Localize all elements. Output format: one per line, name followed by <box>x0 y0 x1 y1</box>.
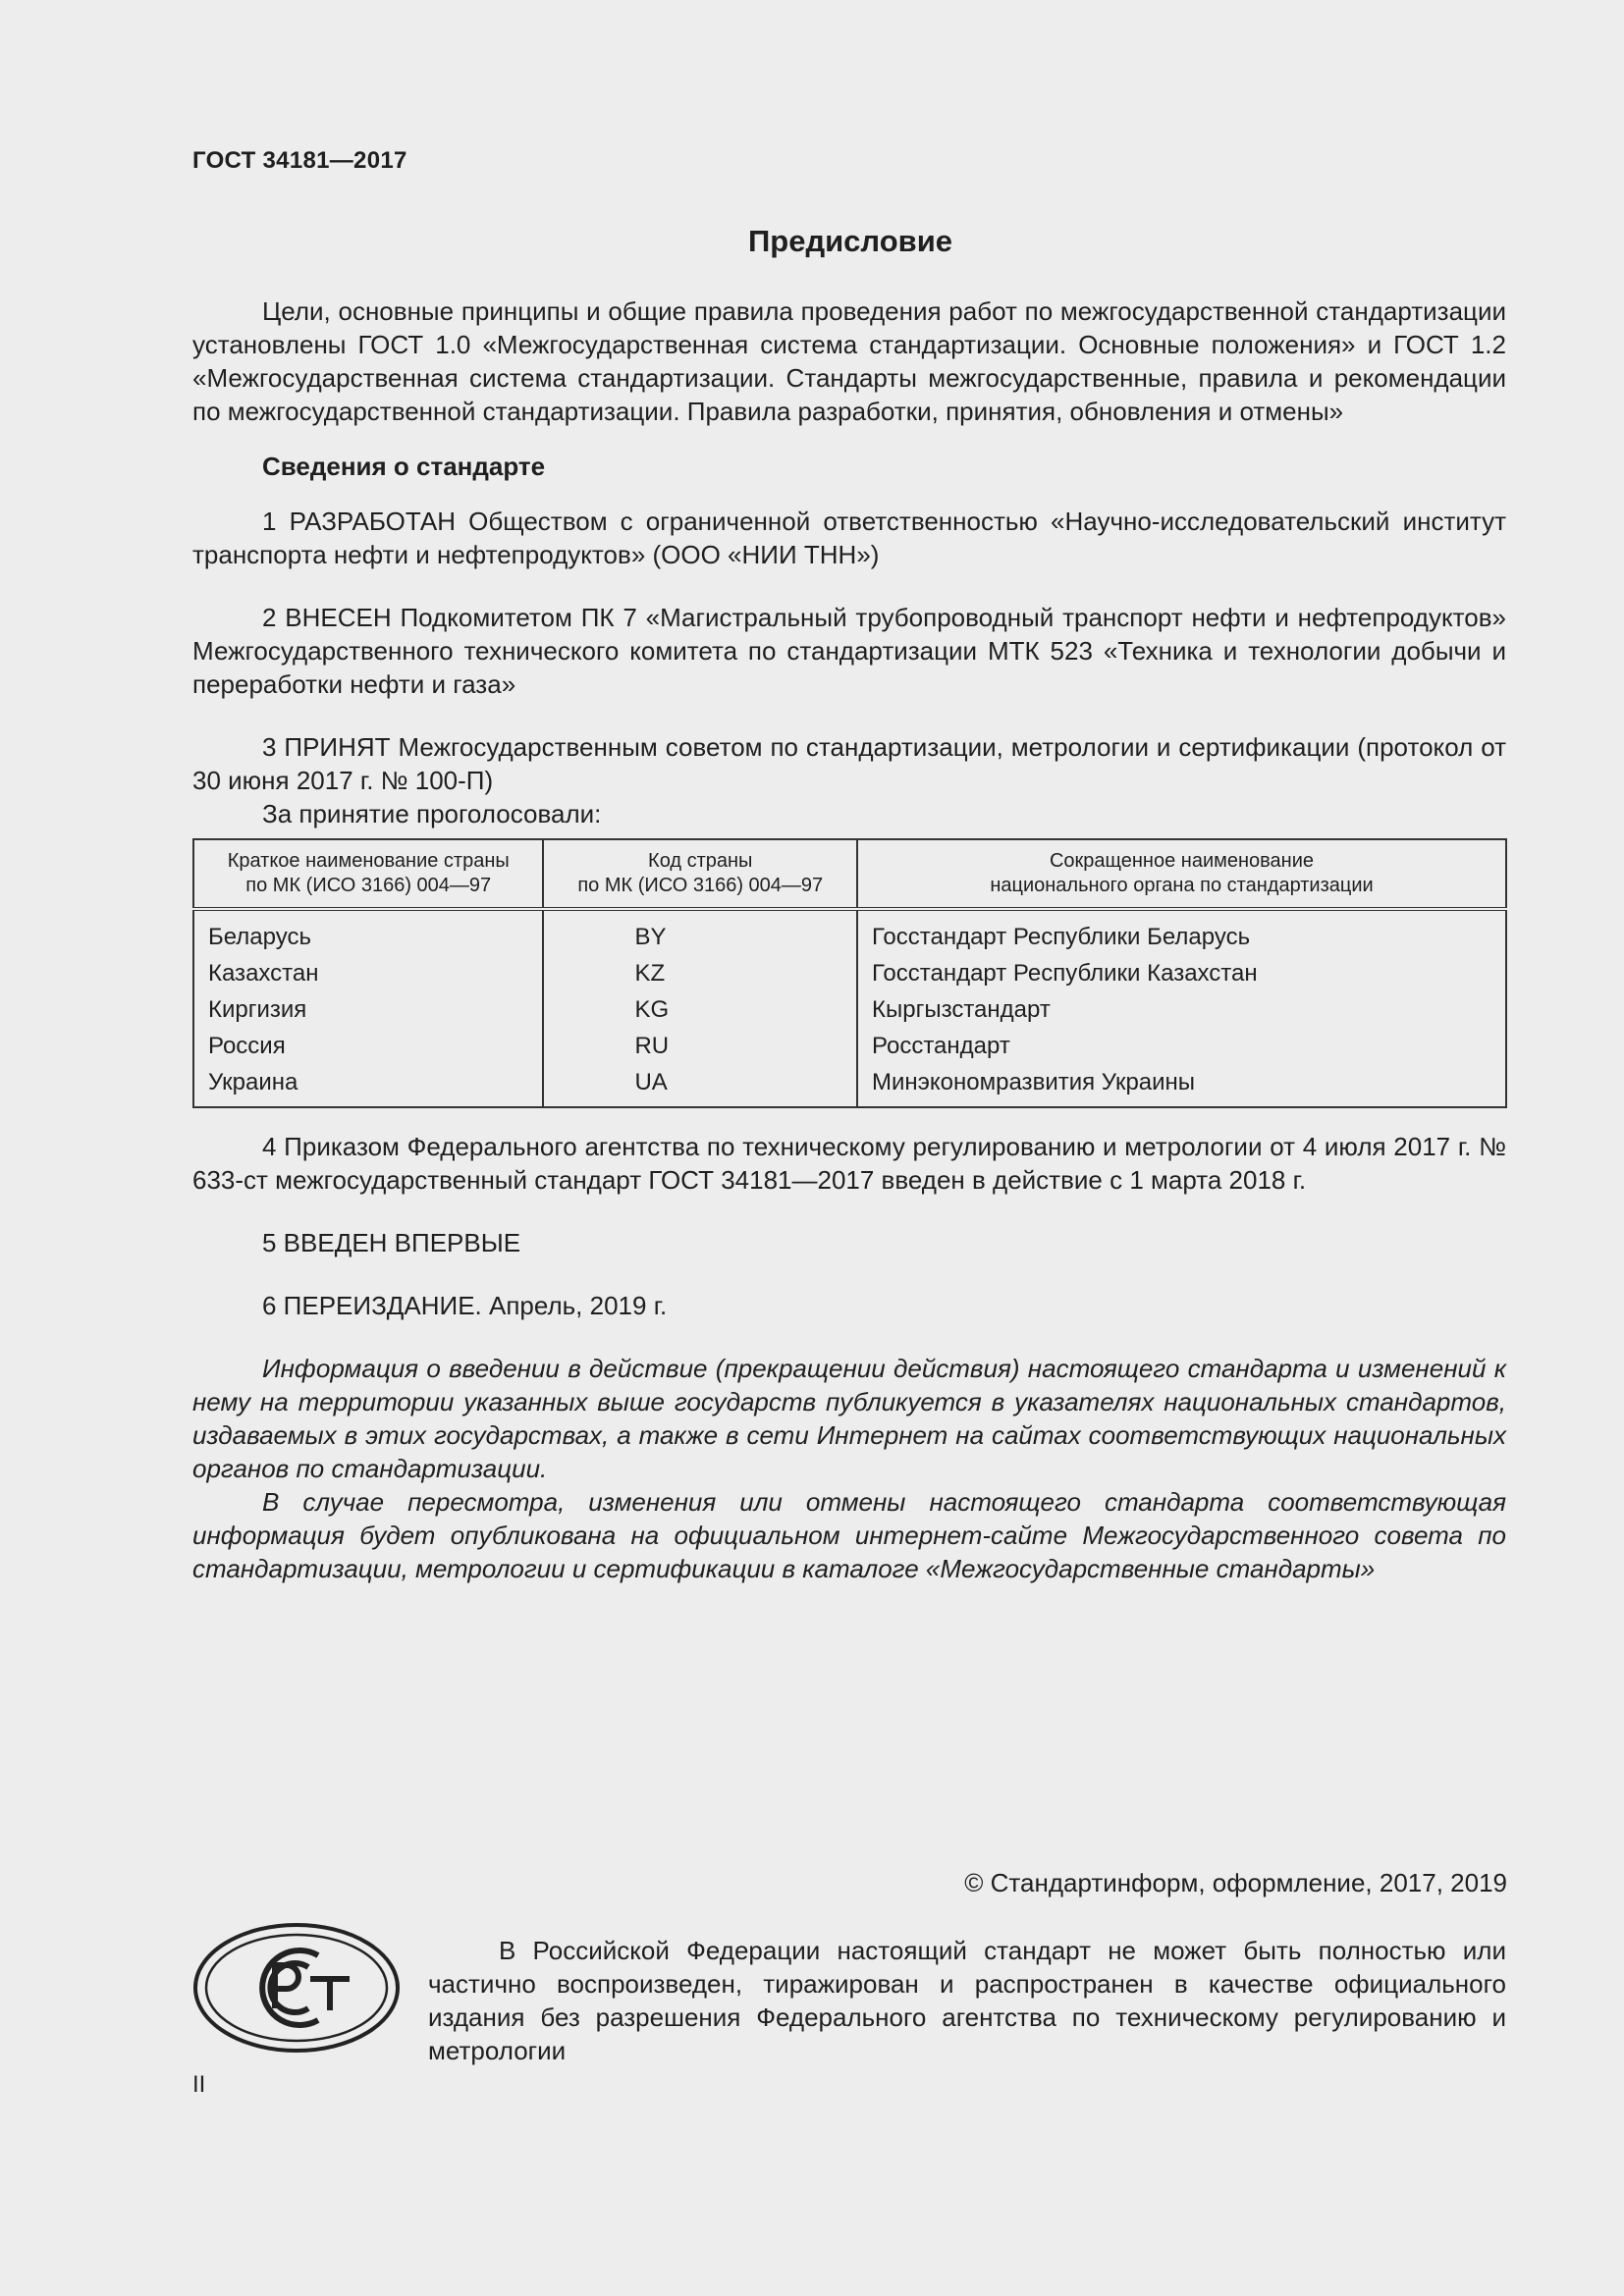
document-code: ГОСТ 34181—2017 <box>192 147 407 174</box>
country-name: Украина <box>193 1064 543 1107</box>
item-submitted: 2 ВНЕСЕН Подкомитетом ПК 7 «Магистральный трубопроводный транспорт нефти и нефтепродуктов» Межгосударственного технического комитета по стандартизации МТК 523 «Техника и технологии добычи и переработки нефти и газа» <box>192 603 1506 699</box>
intro-paragraph: Цели, основные принципы и общие правила проведения работ по межгосударственной стандартизации установлены ГОСТ 1.0 «Межгосударственная система стандартизации. Основные положения» и ГОСТ 1.2 «Межгосударственная система стандартизации. Стандарты межгосударственные, правила и рекомендации по межгосударственной стандартизации. Правила разработки, принятия, обновления и отмены» <box>192 296 1506 426</box>
item-first-introduced: 5 ВВЕДЕН ВПЕРВЫЕ <box>262 1228 521 1257</box>
notice-paragraph: Информация о введении в действие (прекращении действия) настоящего стандарта и изменений к нему на территории указанных выше государств публикуется в указателях национальных стандартов, издаваемых в этих государствах, а также в сети Интернет на сайтах соответствующих национальных органов по стандартизации. <box>192 1354 1506 1483</box>
voting-table <box>192 838 1507 1108</box>
table-row <box>193 991 1506 1028</box>
page-number: II <box>192 2071 206 2098</box>
national-body: Госстандарт Республики Казахстан <box>857 955 1506 991</box>
header-national-body: Сокращенное наименование национального органа по стандартизации <box>857 839 1506 909</box>
header-country-code: Код страны по МК (ИСО 3166) 004—97 <box>543 839 857 909</box>
table-row <box>193 909 1506 955</box>
reproduction-notice: В Российской Федерации настоящий стандарт не может быть полностью или частично воспроизведен, тиражирован и распространен в качестве официального издания без разрешения Федерального агентства по техническому регулированию и метрологии <box>428 1936 1506 2065</box>
country-name: Россия <box>193 1028 543 1064</box>
item-adopted: 3 ПРИНЯТ Межгосударственным советом по стандартизации, метрологии и сертификации (протокол от 30 июня 2017 г. № 100-П) <box>192 732 1506 795</box>
country-code: UA <box>543 1064 857 1107</box>
page-title: Предисловие <box>747 224 952 258</box>
table-header-row <box>193 839 1506 909</box>
country-name: Киргизия <box>193 991 543 1028</box>
item-developed: 1 РАЗРАБОТАН Обществом с ограниченной ответственностью «Научно-исследовательский институт транспорта нефти и нефтепродуктов» (ООО «НИИ ТНН») <box>192 507 1506 569</box>
national-body: Госстандарт Республики Беларусь <box>857 909 1506 955</box>
country-name: Казахстан <box>193 955 543 991</box>
preface-body <box>192 294 1506 1585</box>
national-body: Росстандарт <box>857 1028 1506 1064</box>
copyright-line: © Стандартинформ, оформление, 2017, 2019 <box>964 1868 1507 1897</box>
notice-paragraph: В случае пересмотра, изменения или отмены настоящего стандарта соответствующая информация будет опубликована на официальном интернет-сайте Межгосударственного совета по стандартизации, метрологии и сертификации в каталоге «Межгосударственные стандарты» <box>192 1487 1506 1583</box>
country-name: Беларусь <box>193 909 543 955</box>
country-code: KG <box>543 991 857 1028</box>
country-code: KZ <box>543 955 857 991</box>
voted-label: За принятие проголосовали: <box>262 799 602 828</box>
national-body: Кыргызстандарт <box>857 991 1506 1028</box>
country-code: RU <box>543 1028 857 1064</box>
rst-certification-mark-icon <box>192 1922 401 2058</box>
header-country-name: Краткое наименование страны по МК (ИСО 3166) 004—97 <box>193 839 543 909</box>
country-code: BY <box>543 909 857 955</box>
info-heading: Сведения о стандарте <box>262 452 546 481</box>
item-order: 4 Приказом Федерального агентства по техническому регулированию и метрологии от 4 июля 2017 г. № 633-ст межгосударственный стандарт ГОСТ 34181—2017 введен в действие с 1 марта 2018 г. <box>192 1132 1506 1195</box>
table-row <box>193 1028 1506 1064</box>
table-row <box>193 1064 1506 1107</box>
national-body: Минэкономразвития Украины <box>857 1064 1506 1107</box>
table-row <box>193 955 1506 991</box>
item-reissue: 6 ПЕРЕИЗДАНИЕ. Апрель, 2019 г. <box>262 1291 668 1320</box>
